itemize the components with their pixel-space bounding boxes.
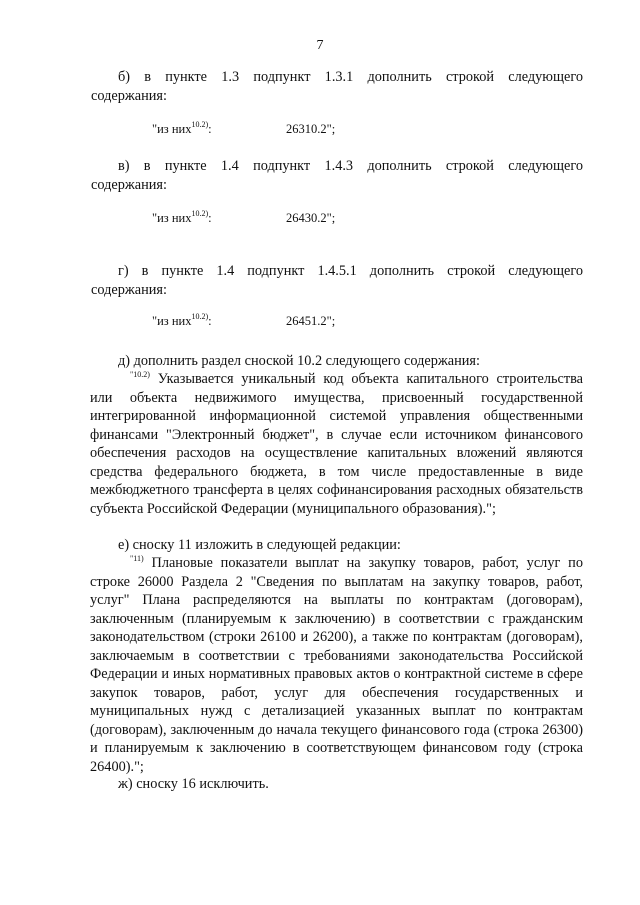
page-number: 7 [316, 38, 324, 53]
row-value: 26451.2"; [286, 314, 336, 328]
item-text-continuation: содержания: [91, 281, 167, 298]
amendment-item-g [91, 262, 583, 299]
footnote-10-2 [90, 370, 583, 518]
footnote-mark: 10.2) [191, 120, 209, 129]
footnote-mark: "11) [130, 554, 144, 563]
footnote-mark: 10.2) [191, 209, 209, 218]
item-text-continuation: содержания: [91, 87, 167, 104]
row-value: 26430.2"; [286, 211, 336, 225]
row-value: 26310.2"; [286, 122, 336, 136]
amendment-item-e-heading: е) сноску 11 изложить в следующей редакции: [118, 537, 401, 553]
item-text: в) в пункте 1.4 подпункт 1.4.3 дополнить строкой следующего [118, 158, 583, 174]
amendment-item-zh: ж) сноску 16 исключить. [118, 776, 269, 792]
row-label: "из них$^{10.2)}$: [152, 209, 212, 225]
amendment-item-b [91, 68, 583, 105]
row-label: "из них$^{10.2)}$: [152, 120, 212, 136]
item-text-continuation: содержания: [91, 176, 167, 193]
footnote-mark: 10.2) [191, 312, 209, 321]
amendment-item-v [91, 157, 583, 194]
row-label: "из них$^{10.2)}$: [152, 312, 212, 328]
footnote-mark: "10.2) [130, 370, 150, 379]
item-text: г) в пункте 1.4 подпункт 1.4.5.1 дополнить строкой следующего [118, 263, 583, 279]
amendment-item-d-heading: д) дополнить раздел сноской 10.2 следующего содержания: [118, 353, 480, 369]
footnote-11 [90, 554, 583, 776]
item-text: б) в пункте 1.3 подпункт 1.3.1 дополнить строкой следующего [118, 69, 583, 85]
footnote-text: Указывается уникальный код объекта капитального строительства или объекта недвижимого имущества, присвоенный государственной интегрированной информационной системой управления общественными финансами "Электронный бюджет", в случае если источником финансового обеспечения расходов на осуществление капитальных вложений являются средства федерального бюджета, в том числе предоставленные в виде межбюджетного трансферта в целях софинансирования расходных обязательств субъекта Российской Федерации (муниципального образования)."; [90, 371, 583, 517]
footnote-text: Плановые показатели выплат на закупку товаров, работ, услуг по строке 26000 Раздела 2 "Сведения по выплатам на закупку товаров, работ, услуг" Плана распределяются на выплаты по контрактам (договорам), заключенным (планируемым к заключению) в соответствии с гражданским законодательством (строки 26100 и 26200), а также по контрактам (договорам), заключаемым в соответствии с требованиями законодательства Российской Федерации и иных нормативных правовых актов о контрактной системе в сфере закупок товаров, работ, услуг для обеспечения государственных и муниципальных нужд с детализацией указанных выплат по контрактам (договорам), заключенным до начала текущего финансового года (строка 26300) и планируемым к заключению в соответствующем финансовом году (строка 26400)."; [90, 555, 583, 775]
